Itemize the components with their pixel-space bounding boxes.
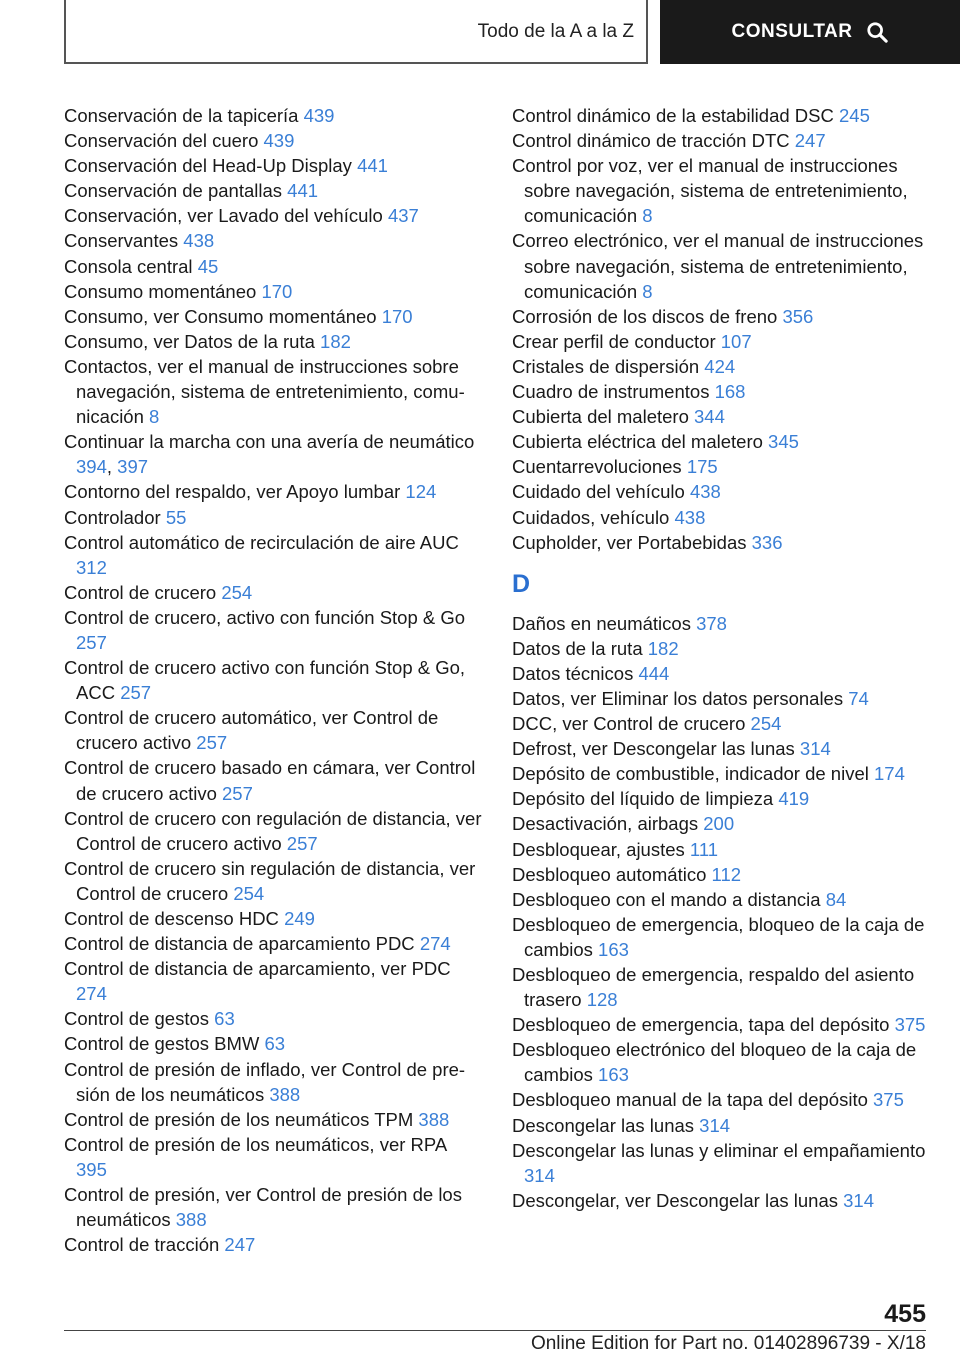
page-link[interactable]: 257 [286, 832, 318, 854]
index-entry [64, 1006, 482, 1031]
index-entry [64, 153, 482, 178]
page-link[interactable]: 174 [874, 763, 905, 785]
page-link[interactable]: 163 [598, 938, 629, 960]
page-link[interactable]: 375 [894, 1014, 926, 1036]
entry-term: Crear perfil de conductor [512, 330, 721, 352]
entry-term: DCC, ver Control de crucero [512, 713, 751, 735]
index-entry [512, 962, 932, 1012]
page-link[interactable]: 107 [720, 330, 752, 352]
index-entry [64, 479, 482, 504]
page-link[interactable]: 314 [524, 1164, 555, 1186]
index-entry [64, 931, 482, 956]
index-entry [512, 736, 932, 761]
tab-a-to-z[interactable] [64, 0, 648, 64]
page-link[interactable]: 112 [711, 863, 742, 885]
section-letter-d: D [512, 569, 531, 598]
entry-term: Desbloqueo de emergencia, bloqueo de la caja de cambios [512, 913, 925, 960]
page-link[interactable]: 254 [233, 882, 265, 904]
entry-term: Cubierta eléctrica del maletero [512, 431, 769, 453]
index-entry [512, 686, 932, 711]
entry-term: Conservación del cuero [64, 130, 264, 152]
index-entry [512, 479, 932, 504]
page-link[interactable]: 168 [714, 381, 746, 403]
page-link[interactable]: 182 [647, 637, 679, 659]
entry-term: Datos técnicos [512, 662, 639, 684]
page-link[interactable]: 388 [175, 1209, 207, 1231]
entry-term: Control por voz, ver el manual de instrucciones sobre navegación, sistema de entretenimiento, comunicación [512, 155, 908, 227]
index-entry [64, 279, 482, 304]
page-link[interactable]: 245 [839, 105, 870, 126]
page-link[interactable]: 356 [782, 305, 814, 327]
index-entry [64, 1132, 482, 1182]
entry-term: Correo electrónico, ver el manual de instrucciones sobre navegación, sistema de entretenimiento, comunicación [512, 230, 924, 302]
entry-term: Consola central [64, 255, 198, 277]
page-link[interactable]: 441 [357, 155, 388, 177]
page-link[interactable]: 388 [269, 1083, 301, 1105]
index-entry [64, 103, 482, 128]
index-entry [64, 1031, 482, 1056]
index-entry [512, 103, 932, 128]
entry-term: Control de crucero automático, ver Control de crucero activo [64, 707, 439, 754]
entry-term: Cuadro de instrumentos [512, 381, 715, 403]
page-link[interactable]: 170 [381, 305, 413, 327]
entry-term: Control de crucero basado en cámara, ver Control de crucero activo [64, 757, 476, 804]
page-link[interactable]: 438 [674, 506, 706, 528]
index-entry [512, 1188, 932, 1213]
search-icon [866, 21, 888, 43]
entry-term: Control de presión de los neumáticos TPM [64, 1108, 419, 1130]
entry-term: Conservación de la tapicería [64, 105, 304, 126]
entry-term: Desbloqueo de emergencia, respaldo del asiento trasero [512, 964, 915, 1011]
entry-term: Descongelar las lunas y eliminar el empañamiento [512, 1139, 926, 1161]
entry-term: Cuidados, vehículo [512, 506, 675, 528]
index-group-d [512, 611, 932, 1213]
index-entry [512, 228, 932, 303]
page-link[interactable]: 128 [586, 989, 618, 1011]
page-link[interactable]: 55 [165, 506, 187, 528]
page-link[interactable]: 397 [117, 456, 149, 478]
page-link[interactable]: 63 [264, 1033, 286, 1055]
entry-term: Conservación de pantallas [64, 180, 288, 202]
page-link[interactable]: 8 [642, 280, 653, 302]
page-link[interactable]: 249 [284, 908, 315, 929]
entry-term: Cuidado del vehículo [512, 481, 690, 503]
entry-term: Contorno del respaldo, ver Apoyo lumbar [64, 481, 406, 503]
page-link[interactable]: 257 [76, 631, 107, 653]
page-link[interactable]: 247 [794, 130, 826, 152]
index-entry [64, 1057, 482, 1107]
index-entry [512, 329, 932, 354]
entry-term: Control de gestos BMW [64, 1033, 265, 1055]
page-link[interactable]: 314 [799, 738, 831, 760]
consult-button[interactable] [660, 0, 960, 64]
page-link[interactable]: 84 [825, 888, 847, 910]
index-entry [512, 837, 932, 862]
index-entry [64, 1232, 482, 1257]
index-entry [512, 454, 932, 479]
page-link[interactable]: 388 [418, 1108, 450, 1130]
page-link[interactable]: 274 [76, 983, 107, 1005]
page-link[interactable]: 170 [261, 280, 293, 302]
page-link[interactable]: 345 [768, 431, 799, 453]
index-entry [64, 856, 482, 906]
page-link[interactable]: 439 [303, 105, 335, 126]
entry-term: Depósito de combustible, indicador de nivel [512, 763, 874, 785]
index-entry [512, 1037, 932, 1087]
page-link[interactable]: 314 [843, 1189, 874, 1211]
page-link[interactable]: 437 [387, 205, 419, 227]
index-column-right [512, 103, 932, 1213]
index-column-left [64, 103, 482, 1257]
footer-divider [64, 1330, 926, 1331]
page-link[interactable]: 45 [197, 255, 219, 277]
page-link[interactable]: 424 [704, 355, 736, 377]
entry-term: Control de crucero, activo con función Stop & Go [64, 606, 466, 628]
index-entry [512, 1087, 932, 1112]
entry-term: Descongelar, ver Descongelar las lunas [512, 1189, 844, 1211]
page-link[interactable]: 200 [703, 813, 735, 835]
page-link[interactable]: 257 [196, 732, 228, 754]
page-link[interactable]: 438 [183, 230, 215, 252]
page-link[interactable]: 395 [76, 1158, 107, 1180]
entry-term: Consumo, ver Consumo momentáneo [64, 305, 382, 327]
index-entry [64, 655, 482, 705]
page-link[interactable]: 257 [222, 782, 253, 804]
edition-text: Online Edition for Part no. 01402896739 - X/18 [530, 1333, 926, 1354]
index-entry [512, 912, 932, 962]
entry-term: Depósito del líquido de limpieza [512, 788, 779, 810]
page-link[interactable]: 375 [873, 1089, 904, 1111]
entry-term: Desbloqueo manual de la tapa del depósito [512, 1089, 874, 1111]
entry-term: Control dinámico de la estabilidad DSC [512, 105, 840, 126]
entry-term: Desactivación, airbags [512, 813, 704, 835]
entry-term: Datos de la ruta [512, 637, 648, 659]
entry-term: Control de presión, ver Control de presión de los neumáticos [64, 1184, 462, 1231]
index-entry [512, 636, 932, 661]
entry-term: Control de crucero activo con función Stop & Go, ACC [64, 657, 466, 704]
page-link[interactable]: 336 [751, 531, 783, 553]
entry-term: Consumo momentáneo [64, 280, 262, 302]
index-entry [64, 128, 482, 153]
index-entry [64, 228, 482, 253]
page-link[interactable]: 441 [287, 180, 319, 202]
page-link[interactable]: 444 [638, 662, 670, 684]
page-link[interactable]: 163 [598, 1064, 629, 1086]
entry-term: Daños en neumáticos [512, 612, 697, 634]
entry-term: Cubierta del maletero [512, 406, 695, 428]
entry-term: Control automático de recirculación de aire AUC [64, 531, 459, 553]
index-entry [512, 304, 932, 329]
index-entry [64, 605, 482, 655]
entry-term: Conservantes [64, 230, 184, 252]
index-entry [512, 354, 932, 379]
page-link[interactable]: 254 [750, 713, 782, 735]
consult-label: CONSULTAR [731, 21, 853, 42]
index-entry [512, 530, 932, 555]
index-entry [64, 806, 482, 856]
page-link[interactable]: 438 [689, 481, 721, 503]
entry-term: Corrosión de los discos de freno [512, 305, 783, 327]
index-entry [512, 661, 932, 686]
page-link[interactable]: 378 [696, 612, 727, 634]
index-entry [512, 887, 932, 912]
index-entry [512, 811, 932, 836]
entry-term: Datos, ver Eliminar los datos personales [512, 687, 849, 709]
index-entry [64, 203, 482, 228]
entry-term: Defrost, ver Descongelar las lunas [512, 738, 800, 760]
entry-term: Control de presión de inflado, ver Control de presión de los neumáticos [64, 1058, 466, 1105]
index-entry [512, 862, 932, 887]
page-number: 455 [884, 1300, 926, 1328]
index-entry [64, 304, 482, 329]
page-link[interactable]: 274 [419, 933, 451, 955]
index-entry [512, 505, 932, 530]
entry-term: Control de presión de los neumáticos, ver RPA [64, 1133, 447, 1155]
page-link[interactable]: 111 [689, 838, 719, 860]
page-link[interactable]: 8 [642, 205, 653, 227]
entry-term: Contactos, ver el manual de instrucciones sobre navegación, sistema de entretenimiento, comunicación [64, 355, 465, 428]
page-link[interactable]: 182 [320, 330, 351, 352]
page-link[interactable]: 257 [120, 682, 152, 704]
page-link[interactable]: 124 [405, 481, 437, 503]
index-entry [512, 786, 932, 811]
index-entry [64, 178, 482, 203]
index-entry [64, 956, 482, 1006]
entry-term: Desbloqueo electrónico del bloqueo de la caja de cambios [512, 1039, 917, 1086]
entry-term: Control de crucero [64, 581, 222, 603]
page-link[interactable]: 175 [686, 456, 718, 478]
page-link[interactable]: 74 [848, 687, 869, 709]
index-entry [512, 379, 932, 404]
index-entry [512, 1012, 932, 1037]
page-link[interactable]: 63 [214, 1008, 235, 1030]
entry-term: Control de crucero con regulación de distancia, ver Control de crucero activo [64, 807, 482, 854]
entry-term: Control de gestos [64, 1008, 215, 1030]
entry-term: Desbloquear, ajustes [512, 838, 690, 860]
page-link[interactable]: 439 [263, 130, 295, 152]
index-entry [512, 611, 932, 636]
index-entry [512, 761, 932, 786]
entry-term: Control de tracción [64, 1234, 225, 1256]
page-link[interactable]: 247 [224, 1234, 256, 1256]
index-entry [64, 530, 482, 580]
tab-a-to-z-label: Todo de la A a la Z [477, 21, 634, 42]
index-entry [64, 1107, 482, 1132]
index-entry [512, 128, 932, 153]
entry-term: Control de distancia de aparcamiento, ver PDC [64, 958, 451, 980]
index-entry [512, 1138, 932, 1188]
index-entry [64, 705, 482, 755]
page-link[interactable]: 314 [699, 1114, 731, 1136]
index-entry [512, 429, 932, 454]
entry-term: Cuentarrevoluciones [512, 456, 687, 478]
entry-term: Control dinámico de tracción DTC [512, 130, 795, 152]
index-entry [64, 906, 482, 931]
entry-term: Desbloqueo con el mando a distancia [512, 888, 826, 910]
index-entry [512, 153, 932, 228]
entry-term: Desbloqueo automático [512, 863, 712, 885]
page-link[interactable]: 344 [694, 406, 725, 428]
index-entry [64, 1182, 482, 1232]
entry-term: Controlador [64, 506, 166, 528]
entry-term: Cupholder, ver Portabebidas [512, 531, 752, 553]
page-link[interactable]: 8 [149, 406, 160, 428]
entry-term: Control de descenso HDC [64, 908, 285, 929]
page-link[interactable]: 419 [778, 788, 810, 810]
index-entry [64, 755, 482, 805]
index-entry [512, 711, 932, 736]
entry-term: Control de distancia de aparcamiento PDC [64, 933, 420, 955]
entry-term: Descongelar las lunas [512, 1114, 700, 1136]
page-link[interactable]: 394 [76, 456, 107, 478]
entry-term: Conservación del Head-Up Display [64, 155, 358, 177]
entry-term: Desbloqueo de emergencia, tapa del depósito [512, 1014, 895, 1036]
index-group-c [512, 103, 932, 555]
index-entry [64, 505, 482, 530]
entry-term: Cristales de dispersión [512, 355, 705, 377]
index-entry [64, 329, 482, 354]
page-link[interactable]: 312 [76, 556, 107, 578]
entry-term: Control de crucero sin regulación de distancia, ver Control de crucero [64, 857, 476, 904]
entry-term: Continuar la marcha con una avería de neumático [64, 431, 475, 453]
page-link[interactable]: 254 [221, 581, 253, 603]
entry-term: Consumo, ver Datos de la ruta [64, 330, 321, 352]
index-entry: Continuar la marcha con una avería de neumático 394, 397 [64, 431, 475, 478]
index-entry [512, 1113, 932, 1138]
index-entry [64, 580, 482, 605]
entry-term: Conservación, ver Lavado del vehículo [64, 205, 388, 227]
index-entry [512, 404, 932, 429]
index-entry [64, 254, 482, 279]
index-entry [64, 354, 482, 429]
